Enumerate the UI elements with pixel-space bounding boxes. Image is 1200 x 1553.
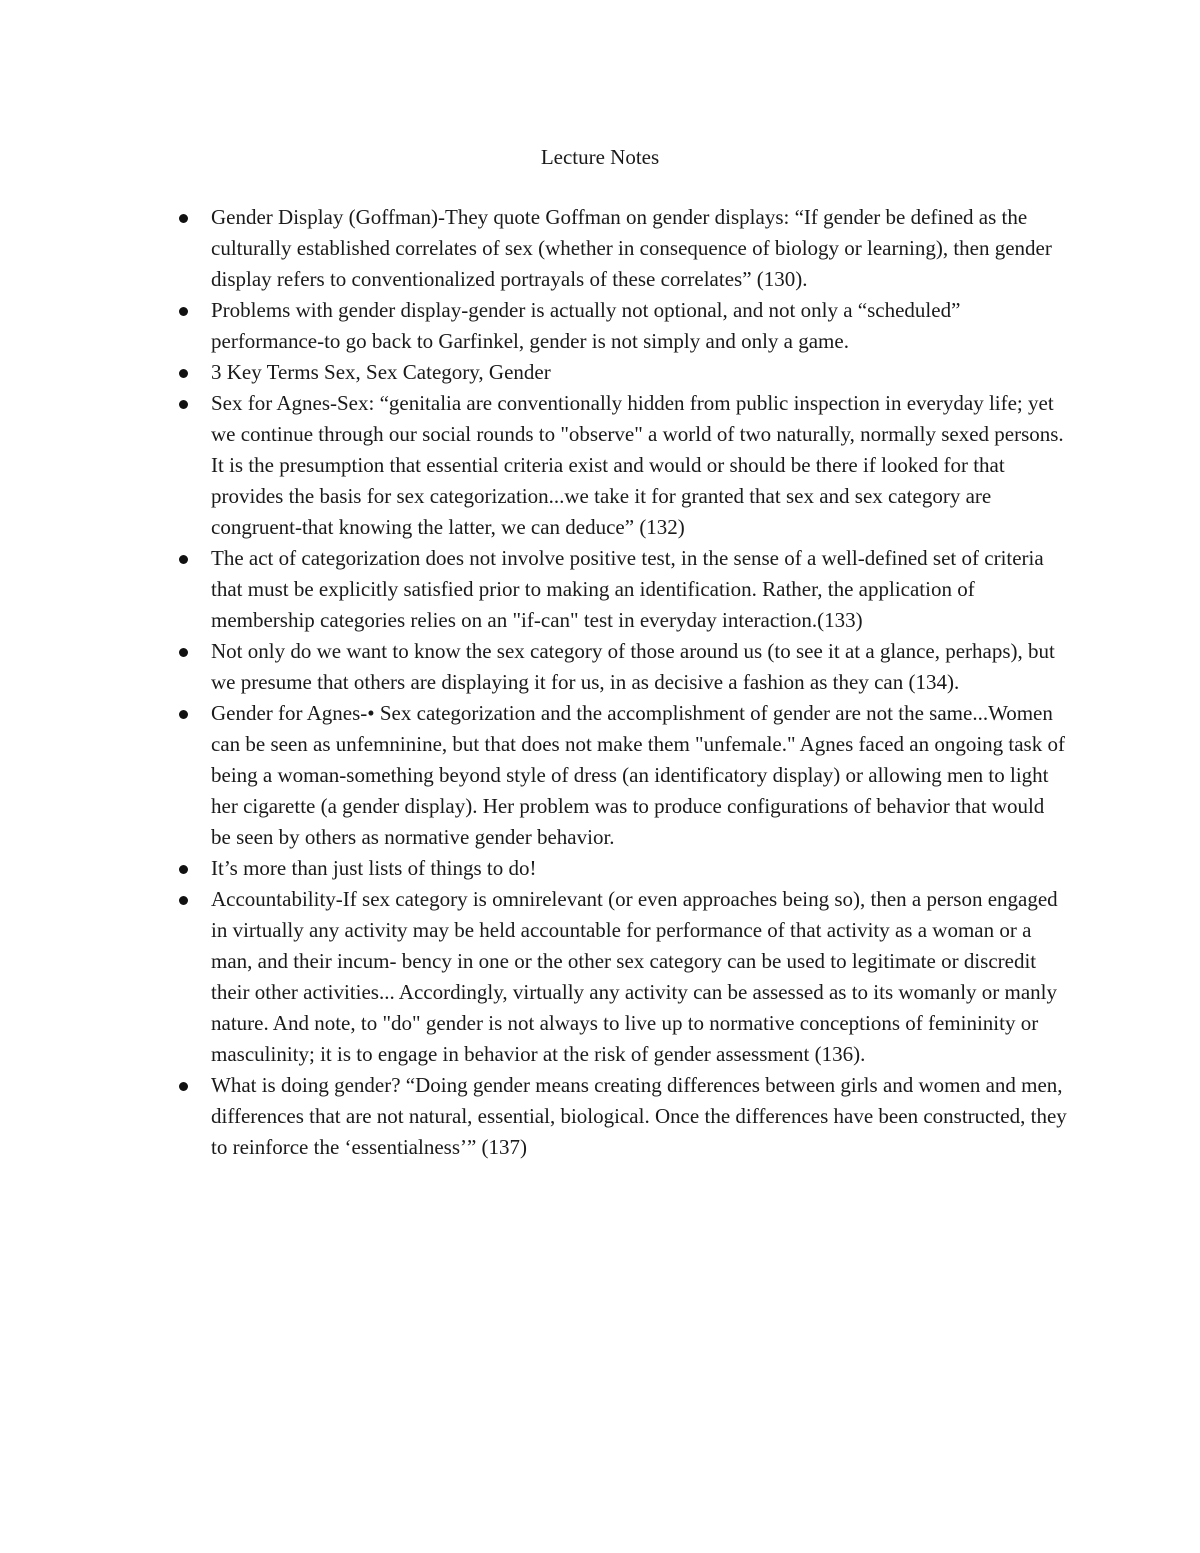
list-item [176, 543, 1068, 636]
note-text: Sex for Agnes-Sex: “genitalia are conventionally hidden from public inspection in everyday life; yet we continue through our social rounds to "observe" a world of two naturally, normally sexed persons. It is the presumption that essential criteria exist and would or should be there if looked for that provides the basis for sex categorization...we take it for granted that sex and sex category are congruent-that knowing the latter, we can deduce” (132) [211, 391, 1064, 539]
bullet-icon [179, 865, 188, 874]
bullet-icon [179, 648, 188, 657]
note-text: Gender for Agnes-• Sex categorization and the accomplishment of gender are not the same...Women can be seen as unfemninine, but that does not make them "unfemale." Agnes faced an ongoing task of being a woman-something beyond style of dress (an identificatory display) or allowing men to light her cigarette (a gender display). Her problem was to produce configurations of behavior that would be seen by others as normative gender behavior. [211, 701, 1065, 849]
bullet-icon [179, 555, 188, 564]
list-item [176, 202, 1068, 295]
page-title: Lecture Notes [540, 145, 660, 169]
list-item [176, 388, 1068, 543]
note-text: What is doing gender? “Doing gender means creating differences between girls and women and men, differences that are not natural, essential, biological. Once the differences have been constructed, they to reinforce the ‘essentialness’” (137) [211, 1073, 1067, 1159]
note-text: Not only do we want to know the sex category of those around us (to see it at a glance, perhaps), but we presume that others are displaying it for us, in as decisive a fashion as they can (134). [211, 639, 1055, 694]
note-text: The act of categorization does not involve positive test, in the sense of a well-defined set of criteria that must be explicitly satisfied prior to making an identification. Rather, the application of membership categories relies on an "if-can" test in everyday interaction.(133) [211, 546, 1044, 632]
bullet-icon [179, 214, 188, 223]
list-item [176, 853, 1068, 884]
bullet-icon [179, 710, 188, 719]
note-text: Gender Display (Goffman)-They quote Goffman on gender displays: “If gender be defined as the culturally established correlates of sex (whether in consequence of biology or learning), then gender display refers to conventionalized portrayals of these correlates” (130). [211, 205, 1052, 291]
note-text: It’s more than just lists of things to do! [211, 856, 537, 880]
list-item [176, 295, 1068, 357]
list-item [176, 1070, 1068, 1163]
list-item [176, 357, 1068, 388]
note-text: Problems with gender display-gender is actually not optional, and not only a “scheduled” performance-to go back to Garfinkel, gender is not simply and only a game. [211, 298, 961, 353]
note-text: 3 Key Terms Sex, Sex Category, Gender [211, 360, 551, 384]
bullet-icon [179, 1082, 188, 1091]
list-item [176, 698, 1068, 853]
bullet-icon [179, 400, 188, 409]
note-text: Accountability-If sex category is omnirelevant (or even approaches being so), then a person engaged in virtually any activity may be held accountable for performance of that activity as a woman or a man, and their incum- bency in one or the other sex category can be used to legitimate or discredit their other activities... Accordingly, virtually any activity can be assessed as to its womanly or manly nature. And note, to "do" gender is not always to live up to normative conceptions of femininity or masculinity; it is to engage in behavior at the risk of gender assessment (136). [211, 887, 1058, 1066]
bullet-icon [179, 896, 188, 905]
bullet-icon [179, 307, 188, 316]
notes-list [176, 202, 1068, 1163]
bullet-icon [179, 369, 188, 378]
list-item [176, 884, 1068, 1070]
list-item [176, 636, 1068, 698]
